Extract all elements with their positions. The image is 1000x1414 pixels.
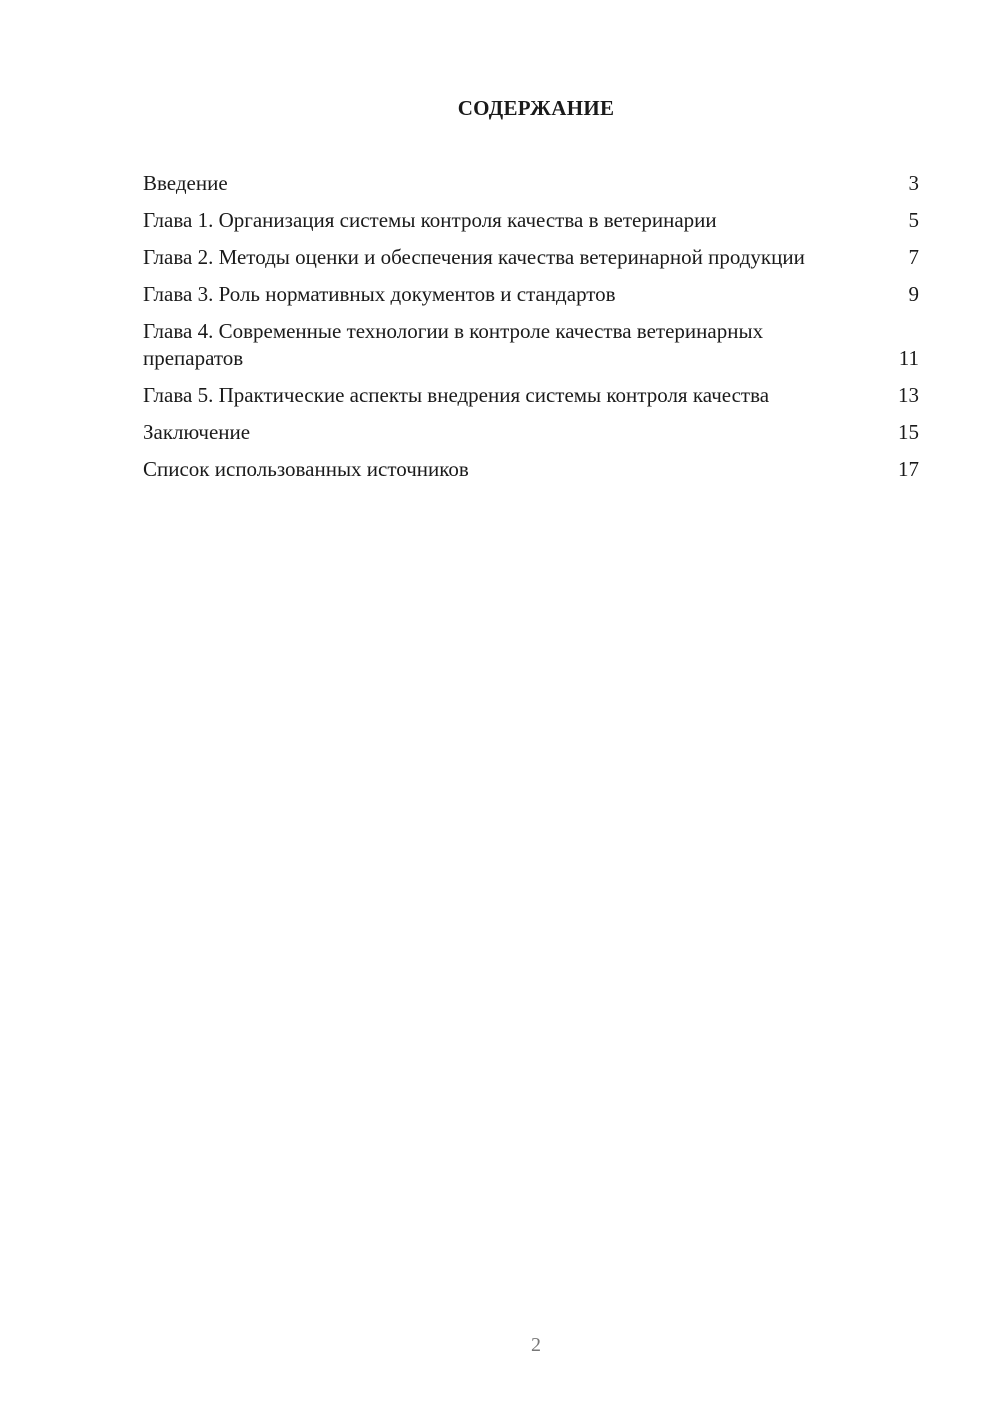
toc-entry-text: Заключение — [143, 420, 251, 444]
toc-entry-text: Глава 3. Роль нормативных документов и стандартов — [143, 282, 616, 306]
toc-entry — [143, 207, 919, 234]
toc-entry-text: Глава 5. Практические аспекты внедрения системы контроля качества — [143, 383, 770, 407]
toc-entry-page: 13 — [898, 383, 919, 407]
toc-entry-page: 11 — [898, 346, 919, 370]
toc-entry-page: 5 — [908, 208, 919, 232]
table-of-contents — [143, 170, 919, 493]
toc-entry-page: 15 — [898, 420, 919, 444]
toc-entry-page: 3 — [908, 171, 919, 195]
toc-entry — [143, 456, 919, 483]
toc-entry — [143, 170, 919, 197]
toc-entry — [143, 281, 919, 308]
toc-entry — [143, 382, 919, 409]
toc-entry-text: Глава 4. Современные технологии в контроле качества ветеринарных препаратов — [143, 319, 764, 370]
toc-title: СОДЕРЖАНИЕ — [457, 96, 615, 120]
toc-entry — [143, 244, 919, 271]
toc-entry-text: Введение — [143, 171, 228, 195]
toc-entry-text: Глава 2. Методы оценки и обеспечения качества ветеринарной продукции — [143, 245, 805, 269]
toc-entry-text: Список использованных источников — [143, 457, 469, 481]
toc-entry-page: 17 — [898, 457, 919, 481]
toc-entry-page: 9 — [908, 282, 919, 306]
page-number: 2 — [531, 1334, 541, 1356]
toc-entry-page: 7 — [908, 245, 919, 269]
toc-entry-text: Глава 1. Организация системы контроля качества в ветеринарии — [143, 208, 717, 232]
toc-entry — [143, 318, 919, 372]
toc-entry — [143, 419, 919, 446]
